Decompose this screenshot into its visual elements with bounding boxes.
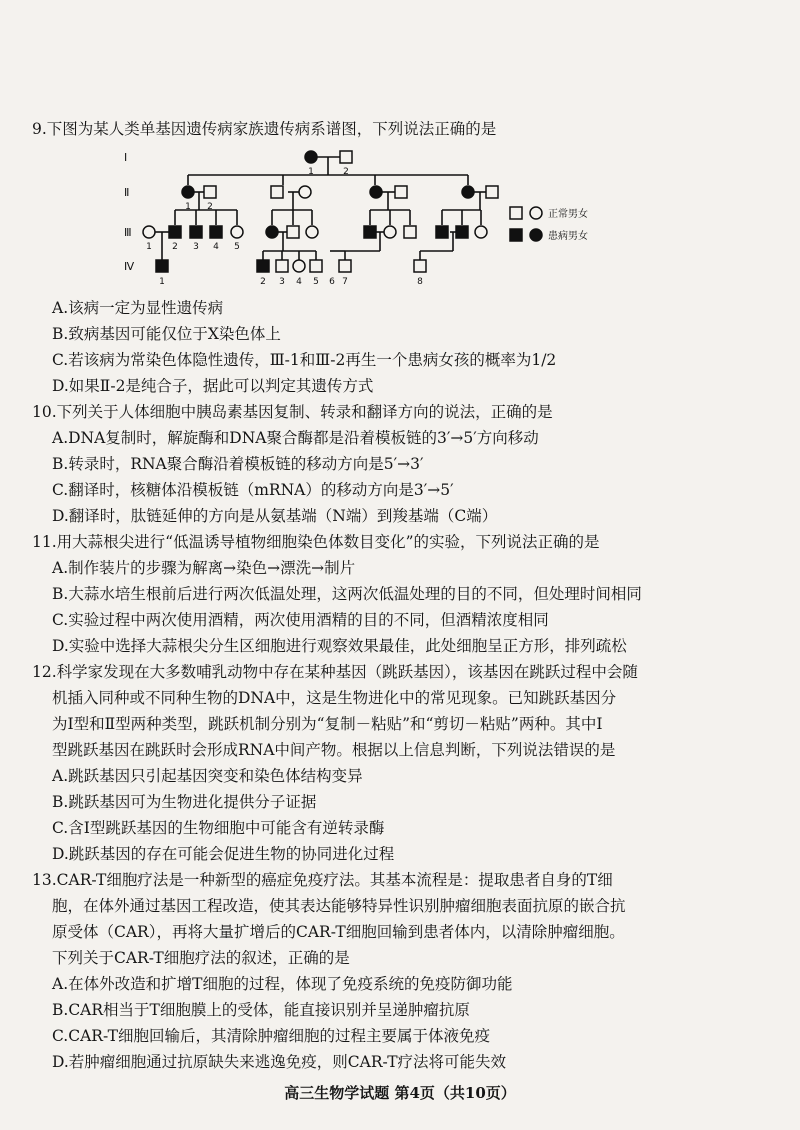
q12-stem-line-3: 为Ⅰ型和Ⅱ型两种类型，跳跃机制分别为“复制－粘贴”和“剪切－粘贴”两种。其中Ⅰ [52,715,603,733]
q13-option-a: A.在体外改造和扩增T细胞的过程，体现了免疫系统的免疫防御功能 [52,975,513,993]
svg-text:1: 1 [185,202,191,212]
pedigree-chart [100,145,720,295]
svg-text:1: 1 [146,242,152,252]
q12-option-a: A.跳跃基因只引起基因突变和染色体结构变异 [52,767,363,785]
q13-option-d: D.若肿瘤细胞通过抗原缺失来逃逸免疫，则CAR-T疗法将可能失效 [52,1053,507,1071]
svg-text:1: 1 [308,167,314,177]
q12-stem-line-1: 12.科学家发现在大多数哺乳动物中存在某种基因（跳跃基因），该基因在跳跃过程中会随 [32,663,638,681]
q13-stem-line-2: 胞，在体外通过基因工程改造，使其表达能够特异性识别肿瘤细胞表面抗原的嵌合抗 [52,897,626,915]
q9-stem: 9.下图为某人类单基因遗传病家族遗传病系谱图，下列说法正确的是 [32,120,497,138]
q12-stem-line-2: 机插入同种或不同种生物的DNA中，这是生物进化中的常见现象。已知跳跃基因分 [52,689,617,707]
q12-option-c: C.含Ⅰ型跳跃基因的生物细胞中可能含有逆转录酶 [52,819,385,837]
svg-text:5: 5 [313,277,319,287]
q11-option-c: C.实验过程中两次使用酒精，两次使用酒精的目的不同，但酒精浓度相同 [52,611,549,629]
q13-stem-line-4: 下列关于CAR-T细胞疗法的叙述，正确的是 [52,949,350,967]
q13-stem-line-3: 原受体（CAR），再将大量扩增后的CAR-T细胞回输到患者体内，以清除肿瘤细胞。 [52,923,625,941]
gen-label-3: Ⅲ [124,226,132,239]
svg-text:2: 2 [172,242,178,252]
q11-option-b: B.大蒜水培生根前后进行两次低温处理，这两次低温处理的目的不同，但处理时间相同 [52,585,642,603]
q9-option-a: A.该病一定为显性遗传病 [52,299,224,317]
q13-option-c: C.CAR-T细胞回输后，其清除肿瘤细胞的过程主要属于体液免疫 [52,1027,490,1045]
q12-stem-line-4: 型跳跃基因在跳跃时会形成RNA中间产物。根据以上信息判断，下列说法错误的是 [52,741,616,759]
svg-text:3: 3 [279,277,285,287]
q13-stem-line-1: 13.CAR-T细胞疗法是一种新型的癌症免疫疗法。其基本流程是：提取患者自身的T细 [32,871,613,889]
svg-text:4: 4 [296,277,302,287]
q12-option-d: D.跳跃基因的存在可能会促进生物的协同进化过程 [52,845,395,863]
svg-text:7: 7 [342,277,348,287]
gen-label-1: Ⅰ [124,151,128,164]
q13-option-b: B.CAR相当于T细胞膜上的受体，能直接识别并呈递肿瘤抗原 [52,1001,470,1019]
legend-normal-label: 正常男女 [548,209,588,220]
q10-stem: 10.下列关于人体细胞中胰岛素基因复制、转录和翻译方向的说法，正确的是 [32,403,553,421]
legend-affected-female [530,229,542,241]
svg-text:8: 8 [417,277,423,287]
q9-option-b: B.致病基因可能仅位于X染色体上 [52,325,281,343]
svg-text:1: 1 [159,277,165,287]
q11-option-a: A.制作装片的步骤为解离→染色→漂洗→制片 [52,559,356,577]
legend-normal-male [510,207,522,219]
q11-stem: 11.用大蒜根尖进行“低温诱导植物细胞染色体数目变化”的实验，下列说法正确的是 [32,533,600,551]
q10-option-a: A.DNA复制时，解旋酶和DNA聚合酶都是沿着模板链的3′→5′方向移动 [52,429,539,447]
q10-option-d: D.翻译时，肽链延伸的方向是从氨基端（N端）到羧基端（C端） [52,507,498,525]
q11-option-d: D.实验中选择大蒜根尖分生区细胞进行观察效果最佳，此处细胞呈正方形，排列疏松 [52,637,627,655]
svg-text:6: 6 [329,277,335,287]
q10-option-b: B.转录时，RNA聚合酶沿着模板链的移动方向是5′→3′ [52,455,424,473]
legend-normal-female [530,207,542,219]
svg-text:2: 2 [343,167,349,177]
svg-text:2: 2 [260,277,266,287]
svg-text:3: 3 [193,242,199,252]
svg-text:4: 4 [213,242,219,252]
q9-option-c: C.若该病为常染色体隐性遗传，Ⅲ-1和Ⅲ-2再生一个患病女孩的概率为1/2 [52,351,557,369]
q10-option-c: C.翻译时，核糖体沿模板链（mRNA）的移动方向是3′→5′ [52,481,454,499]
q12-option-b: B.跳跃基因可为生物进化提供分子证据 [52,793,317,811]
legend-affected-label: 患病男女 [548,231,588,242]
page-footer: 高三生物学试题 第4页（共10页） [284,1084,516,1102]
gen-label-4: Ⅳ [124,260,135,273]
legend-affected-male [510,229,522,241]
q9-option-d: D.如果Ⅱ-2是纯合子，据此可以判定其遗传方式 [52,377,374,395]
gen-label-2: Ⅱ [124,186,130,199]
svg-text:2: 2 [207,202,213,212]
svg-text:5: 5 [234,242,240,252]
